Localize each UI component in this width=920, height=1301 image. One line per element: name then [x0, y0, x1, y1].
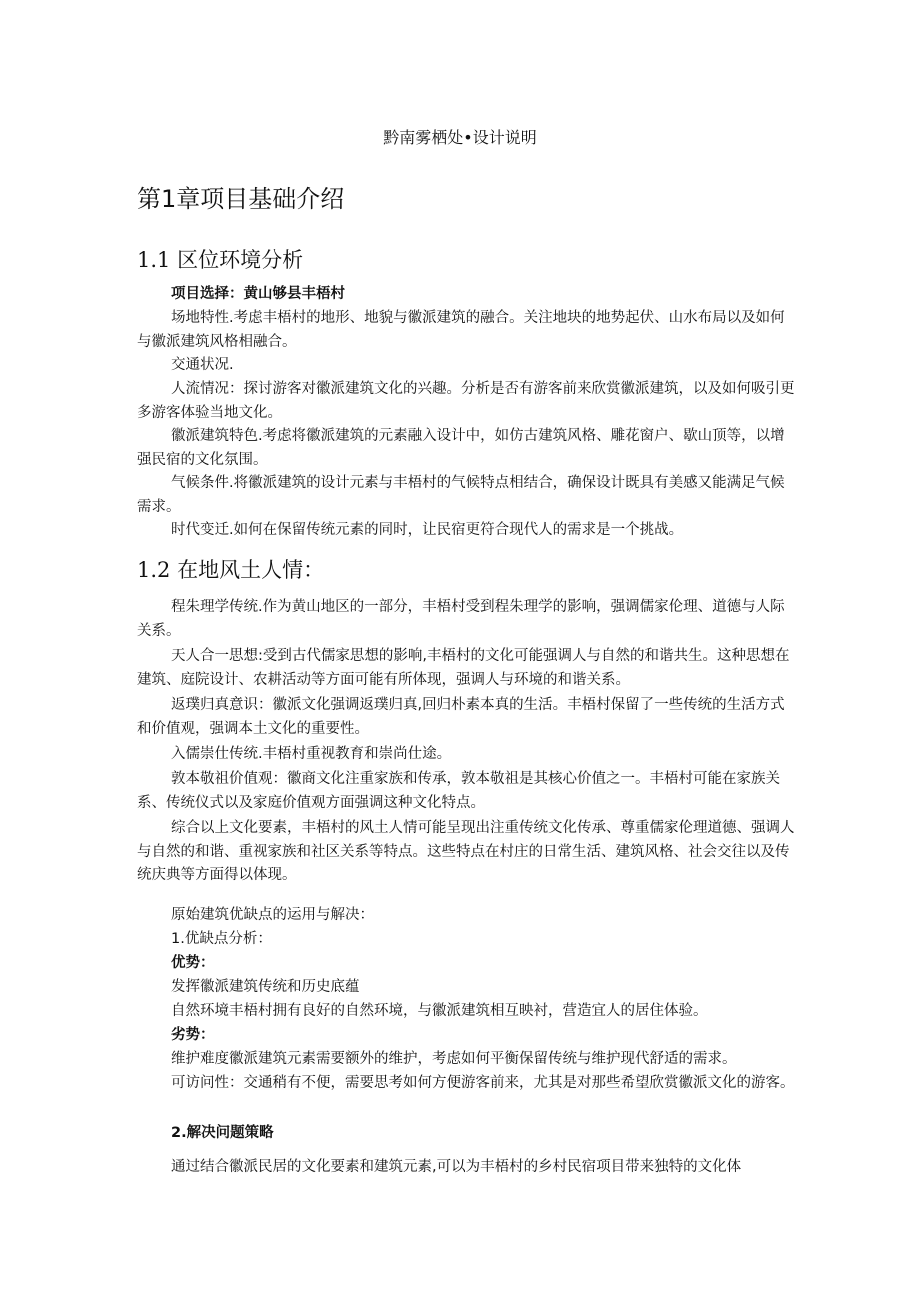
- weakness-item: 可访问性：交通稍有不便，需要思考如何方便游客前来，尤其是对那些希望欣赏徽派文化的游客。: [171, 1075, 795, 1091]
- section-number: 1.2: [137, 558, 171, 582]
- strategy-heading: 2.解决问题策略: [171, 1125, 274, 1141]
- document-title: 黔南雾栖处•设计说明: [383, 128, 537, 147]
- strength-item: 自然环境丰梧村拥有良好的自然环境，与徽派建筑相互映衬，营造宜人的居住体验。: [171, 1003, 708, 1019]
- paragraph-climate: 气候条件.将徽派建筑的设计元素与丰梧村的气候特点相结合，确保设计既具有美感又能满足气候需求。: [137, 475, 785, 515]
- paragraph-traffic: 交通状况.: [171, 357, 234, 373]
- paragraph-site: 场地特性.考虑丰梧村的地形、地貌与徽派建筑的融合。关注地块的地势起伏、山水布局以及如何与徽派建筑风格相融合。: [137, 310, 785, 350]
- section-number: 1.1: [137, 248, 171, 272]
- paragraph-summary: 综合以上文化要素，丰梧村的风土人情可能呈现出注重传统文化传承、尊重儒家伦理道德、强调人与自然的和谐、重视家族和社区关系等特点。这些特点在村庄的日常生活、建筑风格、社会交往以及传统庆典等方面得以体现。: [137, 820, 795, 883]
- paragraph-era: 时代变迁.如何在保留传统元素的同时，让民宿更符合现代人的需求是一个挑战。: [171, 522, 684, 538]
- paragraph-architecture: 徽派建筑特色.考虑将徽派建筑的元素融入设计中，如仿古建筑风格、雕花窗户、歇山顶等，以增强民宿的文化氛围。: [137, 428, 785, 468]
- chapter-heading: 第1章项目基础介绍: [137, 185, 345, 213]
- paragraph-ancestry: 敦本敬祖价值观：徽商文化注重家族和传承，敦本敬祖是其核心价值之一。丰梧村可能在家族关系、传统仪式以及家庭价值观方面强调这种文化特点。: [137, 771, 780, 811]
- strengths-label: 优势：: [171, 955, 215, 971]
- strength-item: 发挥徽派建筑传统和历史底蕴: [171, 979, 360, 995]
- paragraph-education: 入儒崇仕传统.丰梧村重视教育和崇尚仕途。: [171, 746, 452, 762]
- paragraph-harmony: 天人合一思想:受到古代儒家思想的影响,丰梧村的文化可能强调人与自然的和谐共生。这种思想在建筑、庭院设计、农耕活动等方面可能有所体现，强调人与环境的和谐关系。: [137, 648, 790, 688]
- analysis-heading: 原始建筑优缺点的运用与解决：: [171, 907, 374, 923]
- section-heading-1-2: [137, 556, 324, 584]
- section-title: 在地风土人情：: [177, 558, 325, 582]
- paragraph-neo-confucian: 程朱理学传统.作为黄山地区的一部分，丰梧村受到程朱理学的影响，强调儒家伦理、道德与人际关系。: [137, 599, 785, 639]
- weakness-item: 维护难度徽派建筑元素需要额外的维护，考虑如何平衡保留传统与维护现代舒适的需求。: [171, 1051, 737, 1067]
- section-heading-1-1: [137, 246, 303, 274]
- strategy-text: 通过结合徽派民居的文化要素和建筑元素,可以为丰梧村的乡村民宿项目带来独特的文化体: [171, 1159, 742, 1175]
- analysis-subheading: 1.优缺点分析：: [171, 931, 272, 947]
- paragraph-visitors: 人流情况：探讨游客对徽派建筑文化的兴趣。分析是否有游客前来欣赏徽派建筑，以及如何吸引更多游客体验当地文化。: [137, 381, 795, 421]
- section-title: 区位环境分析: [177, 248, 304, 272]
- paragraph-simplicity: 返璞归真意识：徽派文化强调返璞归真,回归朴素本真的生活。丰梧村保留了一些传统的生活方式和价值观，强调本土文化的重要性。: [137, 697, 785, 737]
- project-choice: 项目选择：黄山够县丰梧村: [171, 286, 345, 302]
- weaknesses-label: 劣势：: [171, 1027, 215, 1043]
